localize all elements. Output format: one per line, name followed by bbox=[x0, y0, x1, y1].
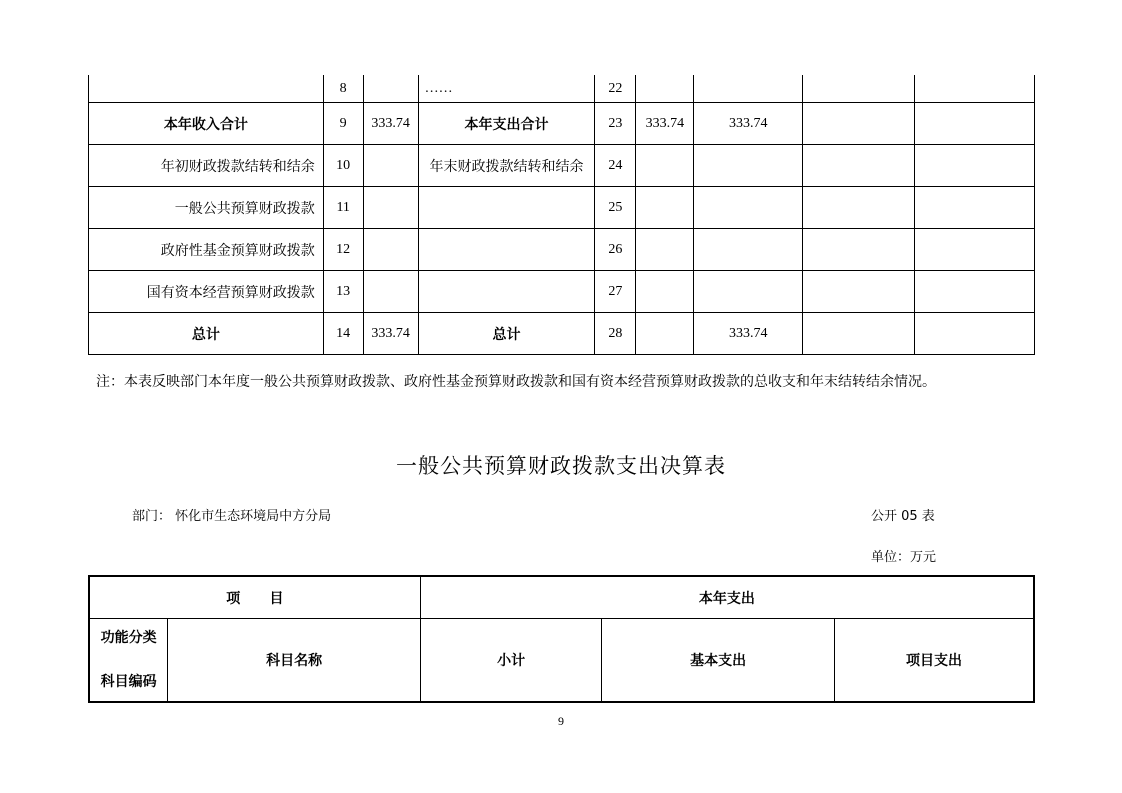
department-label: 部门： 怀化市生态环境局中方分局 bbox=[132, 509, 332, 524]
header-annual-expense: 本年支出 bbox=[420, 576, 1034, 619]
table-note: 注：本表反映部门本年度一般公共预算财政拨款、政府性基金预算财政拨款和国有资本经营预算财政拨款的总收支和年末结转结余情况。 bbox=[96, 374, 936, 390]
expense-value-3 bbox=[803, 313, 915, 355]
income-line-no: 12 bbox=[323, 229, 363, 271]
unit-label: 单位：万元 bbox=[871, 550, 937, 565]
income-label: 年初财政拨款结转和结余 bbox=[89, 145, 324, 187]
section-title: 一般公共预算财政拨款支出决算表 bbox=[396, 454, 726, 478]
expense-label bbox=[418, 187, 595, 229]
expense-label bbox=[418, 271, 595, 313]
expense-value-1 bbox=[636, 313, 694, 355]
table-row bbox=[89, 229, 1035, 271]
expense-value-4 bbox=[915, 145, 1035, 187]
income-line-no: 14 bbox=[323, 313, 363, 355]
table-row bbox=[89, 313, 1035, 355]
expense-value-1 bbox=[636, 145, 694, 187]
expense-label: 总计 bbox=[418, 313, 595, 355]
header-basic-expense: 基本支出 bbox=[602, 619, 834, 703]
header-subject-name: 科目名称 bbox=[168, 619, 420, 703]
expense-value-4 bbox=[915, 187, 1035, 229]
expense-label: 年末财政拨款结转和结余 bbox=[418, 145, 595, 187]
income-label: 国有资本经营预算财政拨款 bbox=[89, 271, 324, 313]
income-line-no: 9 bbox=[323, 103, 363, 145]
func-code-line2: 科目编码 bbox=[100, 674, 157, 690]
expense-value-4 bbox=[915, 75, 1035, 103]
expense-value-2: 333.74 bbox=[694, 103, 803, 145]
expense-value-3 bbox=[803, 103, 915, 145]
income-value: 333.74 bbox=[363, 103, 418, 145]
income-label: 总计 bbox=[89, 313, 324, 355]
fiscal-summary-table bbox=[88, 75, 1035, 355]
income-value bbox=[363, 229, 418, 271]
expense-value-4 bbox=[915, 313, 1035, 355]
income-value bbox=[363, 75, 418, 103]
income-value: 333.74 bbox=[363, 313, 418, 355]
expense-value-1 bbox=[636, 187, 694, 229]
expense-line-no: 25 bbox=[595, 187, 636, 229]
table-row bbox=[89, 271, 1035, 313]
general-budget-expense-table bbox=[88, 575, 1035, 703]
expense-line-no: 26 bbox=[595, 229, 636, 271]
income-label: 政府性基金预算财政拨款 bbox=[89, 229, 324, 271]
page-number: 9 bbox=[558, 714, 564, 728]
income-label: 本年收入合计 bbox=[89, 103, 324, 145]
income-line-no: 11 bbox=[323, 187, 363, 229]
expense-value-4 bbox=[915, 229, 1035, 271]
income-line-no: 13 bbox=[323, 271, 363, 313]
expense-value-2 bbox=[694, 229, 803, 271]
expense-value-1 bbox=[636, 229, 694, 271]
expense-line-no: 22 bbox=[595, 75, 636, 103]
expense-value-2 bbox=[694, 271, 803, 313]
expense-line-no: 27 bbox=[595, 271, 636, 313]
expense-value-2 bbox=[694, 75, 803, 103]
table-row bbox=[89, 103, 1035, 145]
table-row bbox=[89, 187, 1035, 229]
expense-line-no: 23 bbox=[595, 103, 636, 145]
expense-value-4 bbox=[915, 103, 1035, 145]
expense-value-1 bbox=[636, 75, 694, 103]
expense-value-1 bbox=[636, 271, 694, 313]
table-row bbox=[89, 75, 1035, 103]
expense-value-2 bbox=[694, 145, 803, 187]
expense-value-3 bbox=[803, 271, 915, 313]
func-code-line1: 功能分类 bbox=[100, 630, 157, 646]
income-value bbox=[363, 187, 418, 229]
form-number: 公开 05 表 bbox=[871, 509, 935, 524]
expense-label bbox=[418, 229, 595, 271]
header-project-expense: 项目支出 bbox=[834, 619, 1034, 703]
expense-line-no: 24 bbox=[595, 145, 636, 187]
income-label bbox=[89, 75, 324, 103]
expense-value-3 bbox=[803, 145, 915, 187]
income-value bbox=[363, 271, 418, 313]
header-func-code bbox=[89, 619, 168, 703]
expense-value-3 bbox=[803, 229, 915, 271]
income-value bbox=[363, 145, 418, 187]
header-subtotal: 小计 bbox=[420, 619, 602, 703]
expense-value-3 bbox=[803, 75, 915, 103]
income-line-no: 8 bbox=[323, 75, 363, 103]
expense-line-no: 28 bbox=[595, 313, 636, 355]
table-row bbox=[89, 145, 1035, 187]
expense-value-1: 333.74 bbox=[636, 103, 694, 145]
expense-value-2 bbox=[694, 187, 803, 229]
expense-value-2: 333.74 bbox=[694, 313, 803, 355]
expense-value-3 bbox=[803, 187, 915, 229]
expense-label: …… bbox=[418, 75, 595, 103]
income-line-no: 10 bbox=[323, 145, 363, 187]
header-project: 项 目 bbox=[89, 576, 420, 619]
income-label: 一般公共预算财政拨款 bbox=[89, 187, 324, 229]
expense-value-4 bbox=[915, 271, 1035, 313]
expense-label: 本年支出合计 bbox=[418, 103, 595, 145]
